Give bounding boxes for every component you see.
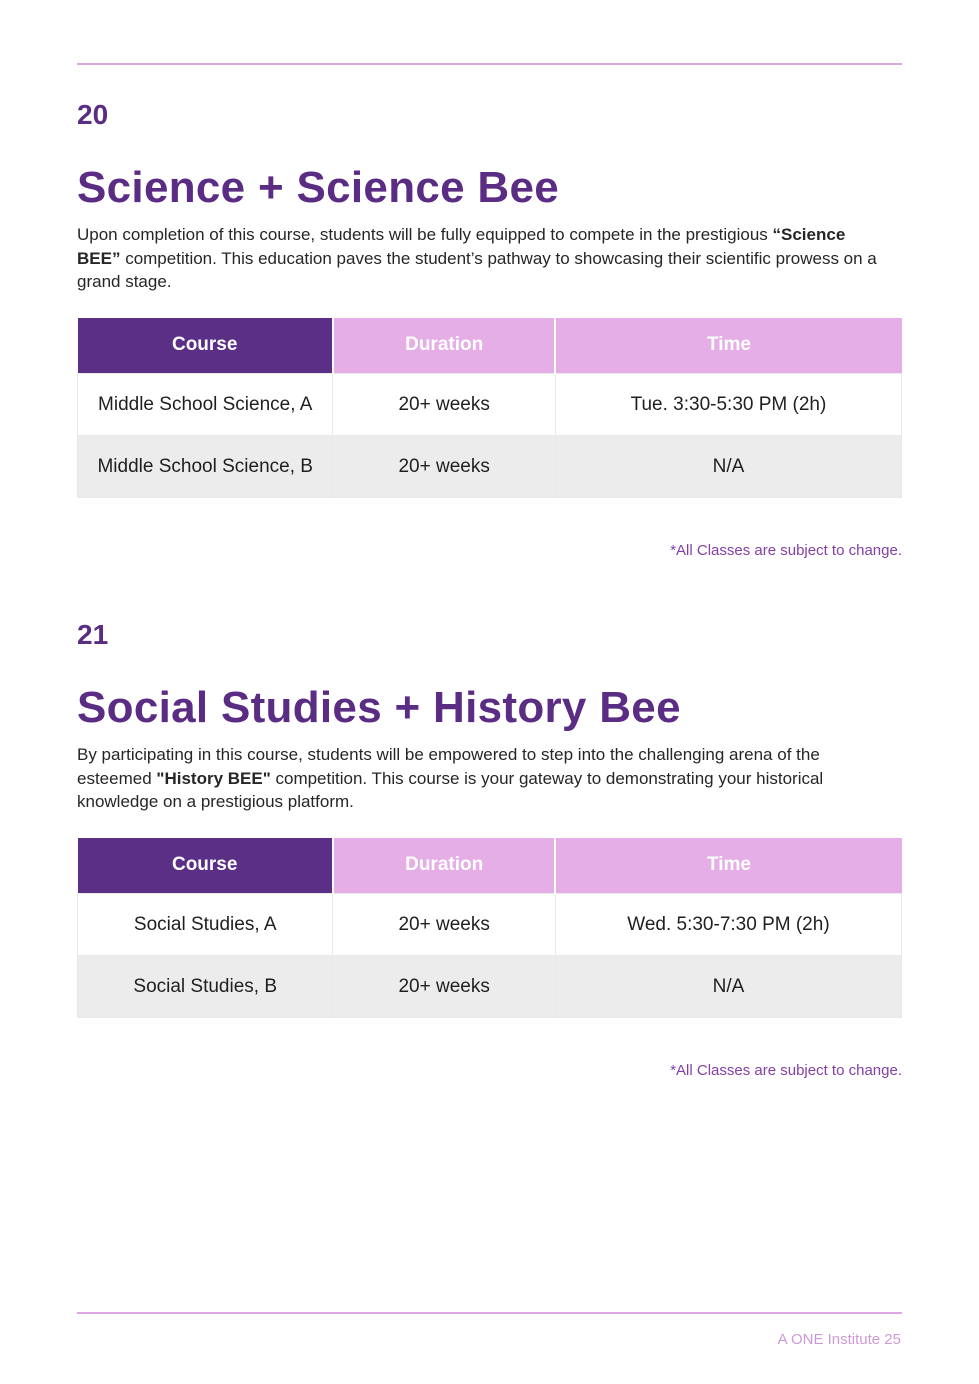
table-row [78,894,902,956]
cell-course: Social Studies, B [78,956,333,1018]
description-text: competition. This education paves the student’s pathway to showcasing their scientific prowess on a grand stage. [77,248,877,292]
cell-time: N/A [555,956,901,1018]
cell-duration: 20+ weeks [333,894,555,956]
section-number: 20 [77,99,109,130]
table-header-time: Time [555,838,901,894]
page-content [0,99,979,1079]
cell-course: Social Studies, A [78,894,333,956]
description-text: competition. This course is your gateway to demonstrating your historical knowledge on a prestigious platform. [77,768,824,812]
cell-time: N/A [555,436,901,498]
table-row [78,374,902,436]
description-text: Upon completion of this course, students will be fully equipped to compete in the prestigious [77,225,773,245]
course-table [77,838,902,1019]
classes-change-note: *All Classes are subject to change. [670,542,902,560]
table-header-duration: Duration [333,318,555,374]
table-row [78,436,902,498]
cell-course: Middle School Science, B [78,436,333,498]
cell-duration: 20+ weeks [333,436,555,498]
cell-duration: 20+ weeks [333,956,555,1018]
table-header-duration: Duration [333,838,555,894]
top-divider [77,63,902,65]
description-text: By participating in this course, students will be empowered to step into the challenging arena of the esteemed [77,745,820,788]
section-social-studies [77,619,902,1079]
section-number: 21 [77,619,109,651]
section-title: Social Studies + History Bee [77,683,681,733]
section-description [77,743,889,813]
table-header-row [78,318,902,374]
cell-time: Wed. 5:30-7:30 PM (2h) [555,894,901,956]
cell-time: Tue. 3:30-5:30 PM (2h) [555,374,901,436]
description-highlight: “Science BEE” [77,225,846,268]
table-header-course: Course [78,318,333,374]
classes-change-note: *All Classes are subject to change. [670,1062,902,1080]
cell-course: Middle School Science, A [78,374,333,436]
section-title: Science + Science Bee [77,163,560,212]
page-footer: A ONE Institute 25 [777,1331,901,1348]
table-header-course: Course [78,838,333,894]
cell-duration: 20+ weeks [333,374,555,436]
table-row [78,956,902,1018]
table-header-row [78,838,902,894]
bottom-divider [77,1312,902,1314]
course-table [77,318,902,499]
section-description [77,223,889,293]
description-highlight: "History BEE" [156,768,271,788]
section-science [77,99,902,559]
table-header-time: Time [555,318,901,374]
